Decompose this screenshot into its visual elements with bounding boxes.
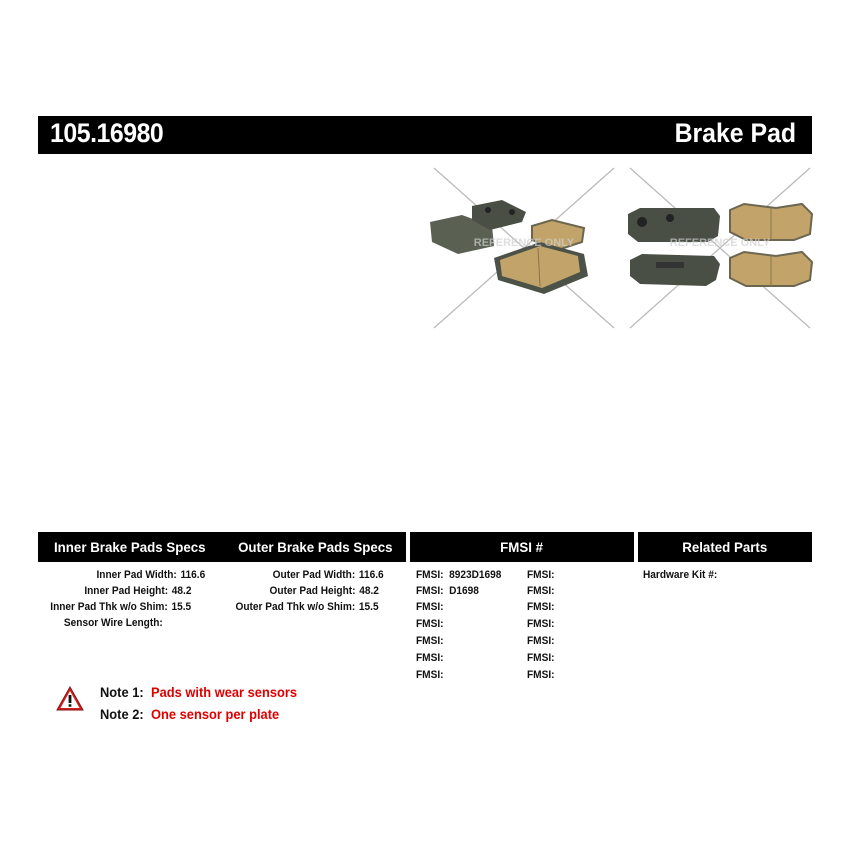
- fmsi-entry: FMSI:: [527, 601, 555, 613]
- fmsi-entry: FMSI:: [527, 569, 555, 581]
- inner-specs-title: Inner Brake Pads Specs: [53, 539, 206, 555]
- part-number: 105.16980: [50, 118, 164, 148]
- watermark-text: REFERENCE ONLY: [669, 237, 771, 249]
- specs-header: [38, 532, 406, 562]
- hardware-kit: Hardware Kit #:: [643, 569, 718, 581]
- inner-pad-thickness: Inner Pad Thk w/o Shim: 15.5: [50, 601, 191, 613]
- fmsi-entry: FMSI:: [416, 652, 444, 664]
- related-parts-header: [638, 532, 812, 562]
- sensor-wire-length: Sensor Wire Length:: [63, 617, 163, 629]
- fmsi-entry: FMSI:: [416, 601, 444, 613]
- fmsi-entry: FMSI:: [527, 618, 555, 630]
- watermark-text: REFERENCE ONLY: [473, 237, 575, 249]
- fmsi-entry: FMSI:: [527, 585, 555, 597]
- header-bar: [38, 116, 812, 154]
- outer-specs-title: Outer Brake Pads Specs: [238, 539, 393, 555]
- fmsi-entry: FMSI:: [416, 635, 444, 647]
- fmsi-entry: FMSI:: [527, 652, 555, 664]
- note-1: Note 1: Pads with wear sensors: [100, 684, 298, 700]
- outer-pad-width: Outer Pad Width: 116.6: [272, 569, 384, 581]
- fmsi-entry: FMSI:: [527, 635, 555, 647]
- fmsi-entry: FMSI:: [416, 669, 444, 681]
- fmsi-entry: FMSI: 8923D1698: [416, 569, 502, 581]
- product-images: [428, 162, 816, 334]
- inner-pad-height: Inner Pad Height: 48.2: [83, 585, 191, 597]
- related-parts-title: Related Parts: [682, 539, 768, 555]
- product-type: Brake Pad: [674, 118, 796, 148]
- fmsi-title: FMSI #: [500, 539, 544, 555]
- inner-pad-width: Inner Pad Width: 116.6: [96, 569, 205, 581]
- photo-left: [430, 168, 614, 328]
- fmsi-header: [410, 532, 634, 562]
- fmsi-entry: FMSI:: [416, 618, 444, 630]
- warning-icon: [56, 686, 84, 712]
- fmsi-entry: FMSI: D1698: [416, 585, 479, 597]
- fmsi-entry: FMSI:: [527, 669, 555, 681]
- outer-pad-height: Outer Pad Height: 48.2: [269, 585, 379, 597]
- note-2: Note 2: One sensor per plate: [100, 706, 280, 722]
- photo-right: [628, 168, 812, 328]
- outer-pad-thickness: Outer Pad Thk w/o Shim: 15.5: [235, 601, 379, 613]
